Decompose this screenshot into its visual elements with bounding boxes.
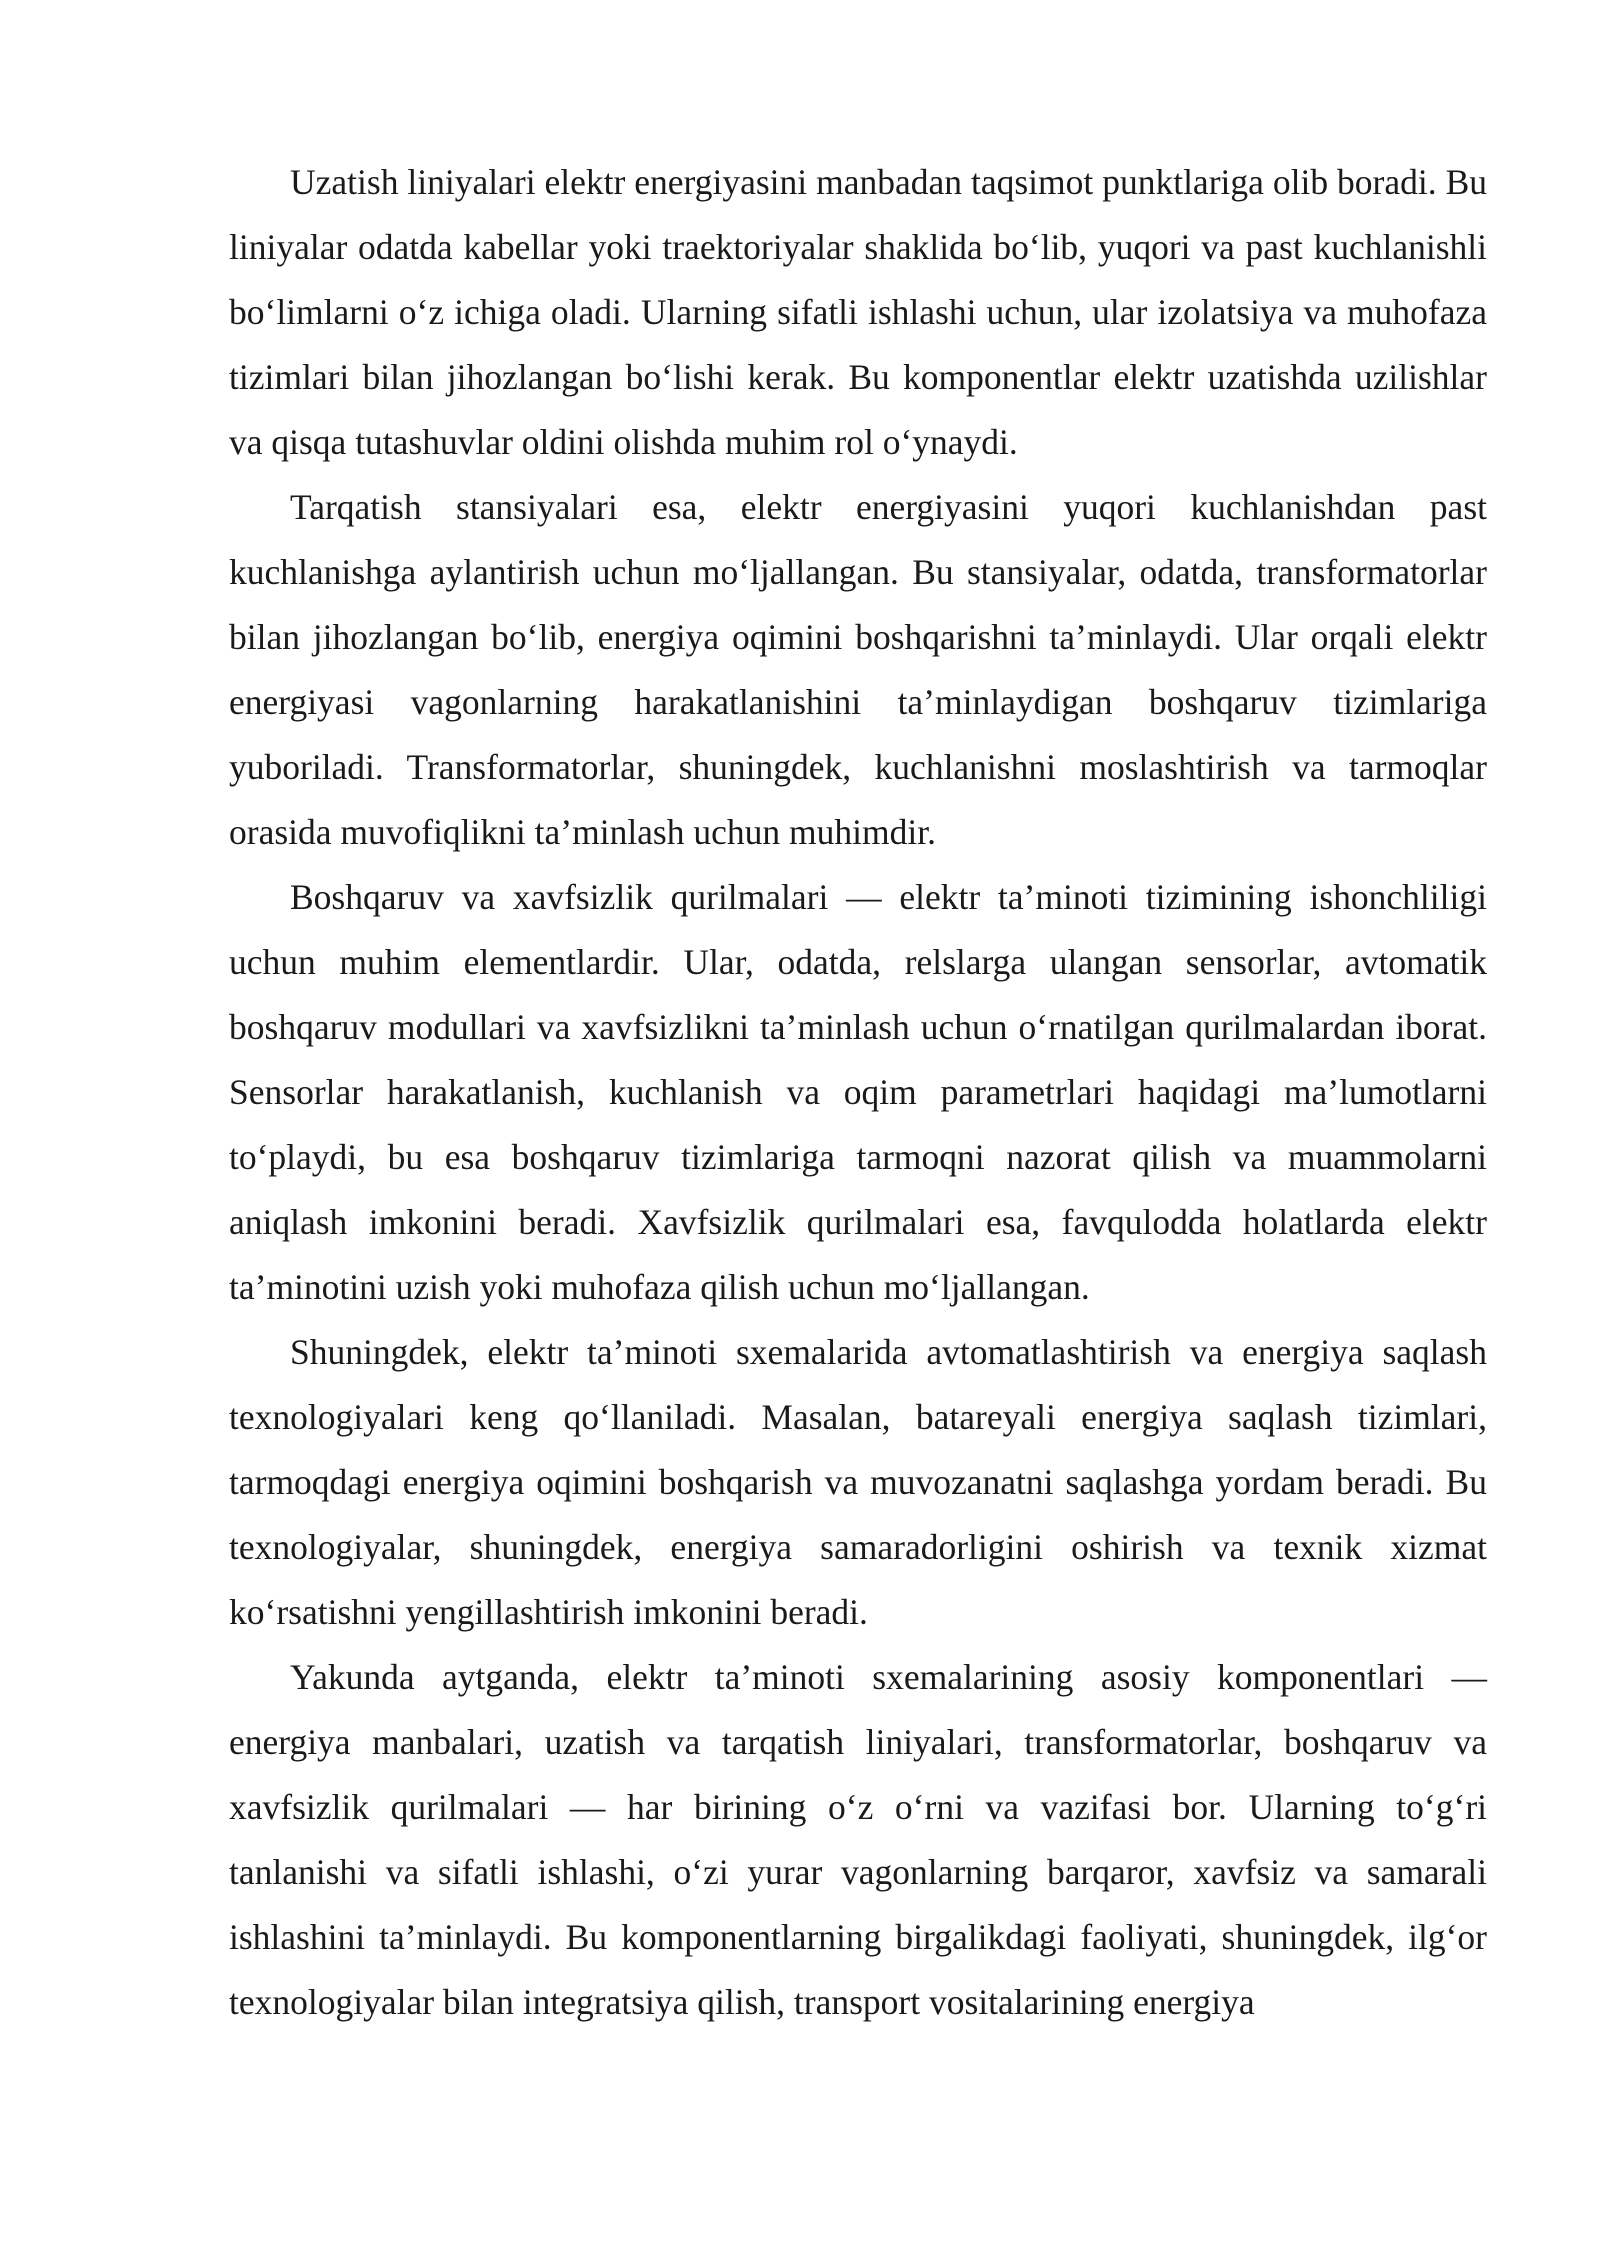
- paragraph-control-safety-devices: Boshqaruv va xavfsizlik qurilmalari — elektr ta’minoti tizimining ishonchliligi uchun muhim elementlardir. Ular, odatda, relslarga ulangan sensorlar, avtomatik boshqaruv modullari va xavfsizlikni ta’minlash uchun o‘rnatilgan qurilmalardan iborat. Sensorlar harakatlanish, kuchlanish va oqim parametrlari haqidagi ma’lumotlarni to‘playdi, bu esa boshqaruv tizimlariga tarmoqni nazorat qilish va muammolarni aniqlash imkonini beradi. Xavfsizlik qurilmalari esa, favqulodda holatlarda elektr ta’minotini uzish yoki muhofaza qilish uchun mo‘ljallangan.: [229, 877, 1487, 1307]
- paragraph-distribution-stations: Tarqatish stansiyalari esa, elektr energiyasini yuqori kuchlanishdan past kuchlanishga aylantirish uchun mo‘ljallangan. Bu stansiyalar, odatda, transformatorlar bilan jihozlangan bo‘lib, energiya oqimini boshqarishni ta’minlaydi. Ular orqali elektr energiyasi vagonlarning harakatlanishini ta’minlaydigan boshqaruv tizimlariga yuboriladi. Transformatorlar, shuningdek, kuchlanishni moslashtirish va tarmoqlar orasida muvofiqlikni ta’minlash uchun muhimdir.: [229, 487, 1487, 852]
- paragraph-conclusion: Yakunda aytganda, elektr ta’minoti sxemalarining asosiy komponentlari — energiya manbalari, uzatish va tarqatish liniyalari, transformatorlar, boshqaruv va xavfsizlik qurilmalari — har birining o‘z o‘rni va vazifasi bor. Ularning to‘g‘ri tanlanishi va sifatli ishlashi, o‘zi yurar vagonlarning barqaror, xavfsiz va samarali ishlashini ta’minlaydi. Bu komponentlarning birgalikdagi faoliyati, shuningdek, ilg‘or texnologiyalar bilan integratsiya qilish, transport vositalarining energiya: [229, 1657, 1487, 2022]
- paragraph-automation-storage: Shuningdek, elektr ta’minoti sxemalarida avtomatlashtirish va energiya saqlash texnologiyalari keng qo‘llaniladi. Masalan, batareyali energiya saqlash tizimlari, tarmoqdagi energiya oqimini boshqarish va muvozanatni saqlashga yordam beradi. Bu texnologiyalar, shuningdek, energiya samaradorligini oshirish va texnik xizmat ko‘rsatishni yengillashtirish imkonini beradi.: [229, 1332, 1487, 1632]
- document-page: [229, 150, 1487, 2035]
- paragraph-transmission-lines: Uzatish liniyalari elektr energiyasini manbadan taqsimot punktlariga olib boradi. Bu liniyalar odatda kabellar yoki traektoriyalar shaklida bo‘lib, yuqori va past kuchlanishli bo‘limlarni o‘z ichiga oladi. Ularning sifatli ishlashi uchun, ular izolatsiya va muhofaza tizimlari bilan jihozlangan bo‘lishi kerak. Bu komponentlar elektr uzatishda uzilishlar va qisqa tutashuvlar oldini olishda muhim rol o‘ynaydi.: [229, 162, 1487, 462]
